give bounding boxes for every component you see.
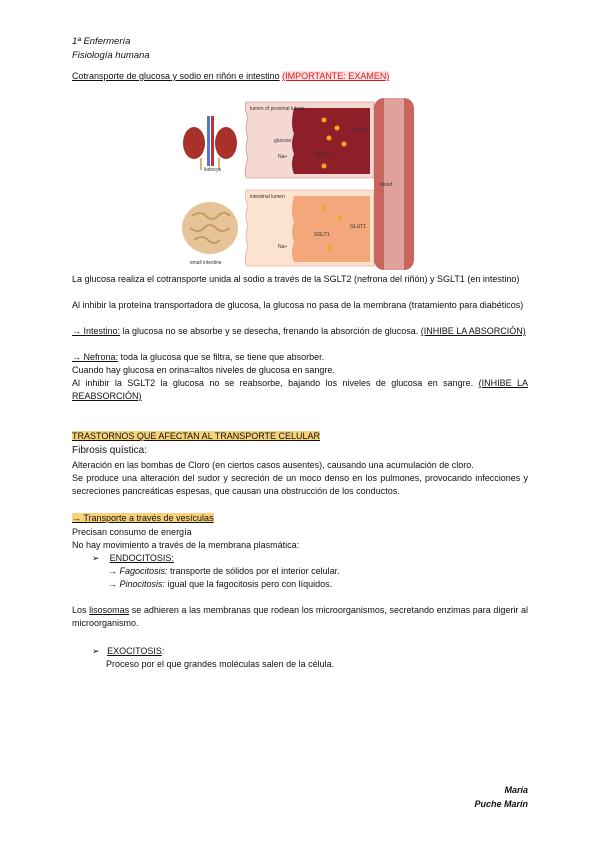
na-top-label: Na+: [278, 154, 288, 160]
header-subject: Fisiología humana: [72, 50, 150, 61]
kidney-lumen-label: lumen of proximal tubule: [250, 106, 305, 112]
fagocitosis-item: [108, 565, 340, 578]
exam-tag: (IMPORTANTE: EXAMEN): [282, 71, 390, 81]
nefrona-text: toda la glucosa que se filtra, se tiene que absorber.: [118, 352, 325, 362]
bullet-arrow-icon: ➢: [92, 553, 100, 563]
intestine-illustration: [182, 202, 238, 254]
exocitosis-label: EXOCITOSIS: [107, 646, 162, 656]
intestino-text: la glucosa no se absorbe y se desecha, frenando la absorción de glucosa.: [120, 326, 421, 336]
intestino-tag: (INHIBE LA ABSORCIÓN): [420, 326, 526, 336]
pinocitosis-arrow: →: [108, 579, 120, 589]
endocitosis-item: [92, 552, 174, 565]
pinocitosis-item: [108, 578, 332, 591]
fagocitosis-label: Fagocitosis:: [119, 566, 168, 576]
kidneys-label: kidneys: [204, 167, 221, 173]
endocitosis-label: ENDOCITOSIS:: [109, 553, 174, 563]
lisosomas-para: [72, 604, 528, 630]
para-orina: Cuando hay glucosa en orina=altos niveles de glucosa en sangre.: [72, 365, 335, 375]
header-course: 1ª Enfermería: [72, 36, 131, 47]
glut2-top-label: GLUT2: [352, 128, 369, 134]
section-title-trastornos: [72, 430, 320, 443]
cotransport-figure: [174, 98, 424, 270]
fagocitosis-arrow: →: [108, 566, 120, 576]
lisosomas-pre: Los: [72, 605, 90, 615]
section-title-text: Cotransporte de glucosa y sodio en riñón e intestino: [72, 71, 280, 81]
small-intestine-label: small intestine: [190, 260, 222, 266]
vesiculas-line-2: No hay movimiento a través de la membrana plasmática:: [72, 540, 300, 550]
sglt2-label: SGLT2: [316, 152, 332, 158]
intestino-label: → Intestino:: [72, 326, 121, 336]
section-title-cotransporte: [72, 71, 389, 81]
para-cotransporte: La glucosa realiza el cotransporte unida al sodio a través de la SGLT2 (nefrona del riñón) y SGLT1 (en intestino): [72, 274, 520, 284]
glucose-label: glucose: [274, 138, 292, 144]
lisosomas-text: se adhieren a las membranas que rodean los microorganismos, secretando enzimas para digerir al microorganismo.: [72, 605, 528, 628]
na-bottom-label: Na+: [278, 244, 288, 250]
fibrosis-title: Fibrosis quística:: [72, 445, 148, 456]
bullet-arrow-icon: ➢: [92, 646, 100, 656]
vesiculas-title: → Transporte a través de vesículas: [72, 513, 214, 523]
fibrosis-para-2: Se produce una alteración del sudor y secreción de un moco denso en los pulmones, provocando infecciones y secreciones pancreáticas espesas, que causan una obstrucción de los conductos.: [72, 473, 528, 496]
exocitosis-colon: :: [161, 646, 165, 656]
pinocitosis-label: Pinocitosis:: [119, 579, 166, 589]
glut1-bottom-label: GLUT1: [350, 224, 367, 230]
para-intestino: [72, 325, 528, 338]
para-sglt2: [72, 377, 528, 403]
sglt1-label: SGLT1: [314, 232, 330, 238]
exocitosis-item: [92, 645, 164, 658]
lisosomas-word: lisosomas: [89, 605, 130, 615]
signature-first-name: María: [504, 785, 528, 795]
trastornos-title: TRASTORNOS QUE AFECTAN AL TRANSPORTE CELULAR: [72, 431, 321, 441]
para-nefrona: [72, 351, 528, 364]
fagocitosis-text: transporte de sólidos por el interior celular.: [167, 566, 340, 576]
sglt2-tag: (INHIBE LA REABSORCIÓN): [72, 378, 528, 401]
para-inhibir: Al inhibir la proteína transportadora de glucosa, la glucosa no pasa de la membrana (tratamiento para diabéticos): [72, 300, 524, 310]
section-title-vesiculas: [72, 512, 214, 525]
sglt2-text: Al inhibir la SGLT2 la glucosa no se reabsorbe, bajando los niveles de glucosa en sangre.: [72, 378, 479, 388]
exocitosis-text: Proceso por el que grandes moléculas salen de la célula.: [106, 659, 335, 669]
blood-label: blood: [380, 182, 393, 188]
vesiculas-line-1: Precisan consumo de energía: [72, 527, 192, 537]
fibrosis-para-1: Alteración en las bombas de Cloro (en ciertos casos ausentes), causando una acumulación de cloro.: [72, 460, 474, 470]
intestinal-lumen-label: intestinal lumen: [250, 194, 285, 200]
kidney-cell: [292, 108, 370, 174]
pinocitosis-text: igual que la fagocitosis pero con líquidos.: [165, 579, 333, 589]
nefrona-label: → Nefrona:: [72, 352, 119, 362]
signature-last-name: Puche Marín: [474, 799, 528, 809]
